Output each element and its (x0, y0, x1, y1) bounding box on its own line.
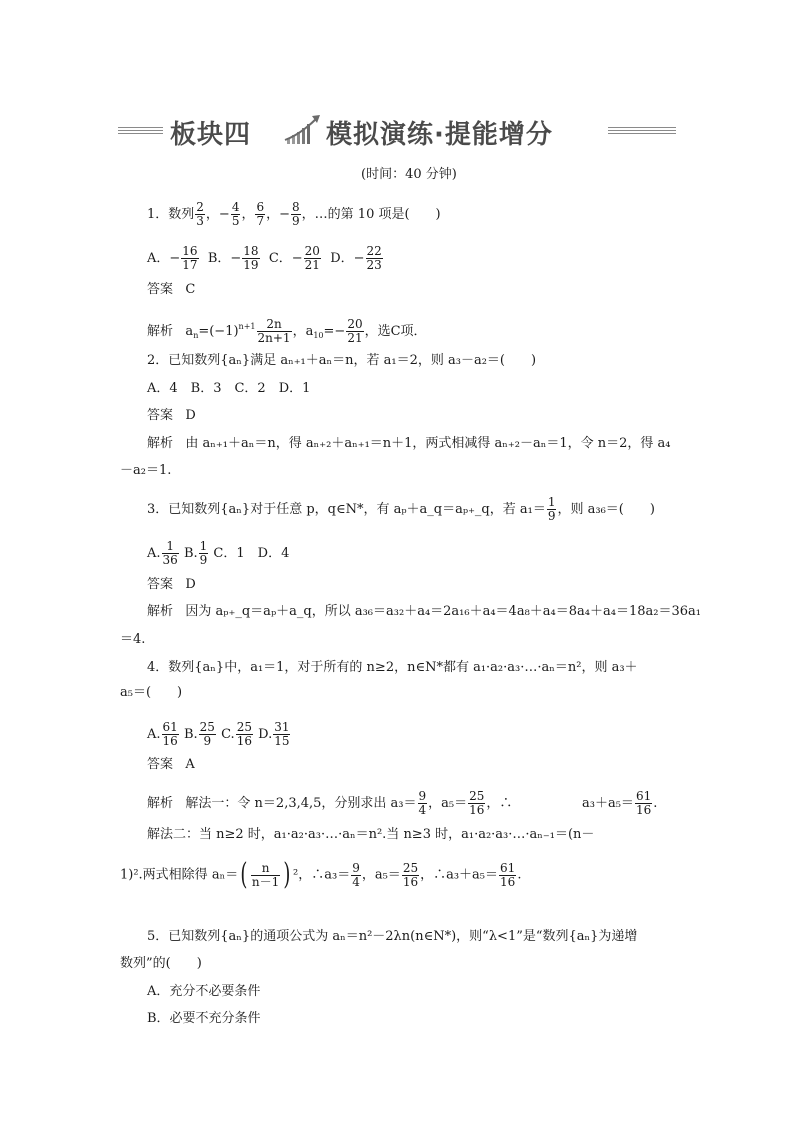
q4-answer: 答案 A (147, 757, 195, 772)
banner-stripes-right (608, 127, 676, 136)
banner-stripes-left (118, 127, 163, 136)
q4-stem-line2: a₅＝( ) (120, 685, 183, 700)
q2-options: A．4 B．3 C．2 D．1 (147, 381, 311, 396)
q3-answer: 答案 D (147, 577, 196, 592)
q4-options: A. $\frac{61}{16}$ B. $\frac{25}{9}$ C. $\frac{25}{16}$ D. $\frac{31}{15}$ (147, 720, 290, 748)
q4-stem-line1: 4．数列{aₙ}中，a₁＝1，对于所有的 n≥2，n∈N*都有 a₁·a₂·a₃·…·aₙ＝n²，则 a₃＋ (147, 660, 638, 675)
q2-stem: 2．已知数列{aₙ}满足 aₙ₊₁＋aₙ＝n，若 a₁＝2，则 a₃－a₂＝( ) (147, 353, 537, 368)
time-note: (时间：40 分钟) (361, 167, 457, 182)
q2-analysis-line1: 解析 由 aₙ₊₁＋aₙ＝n，得 aₙ₊₂＋aₙ₊₁＝n＋1，两式相减得 aₙ₊₂－aₙ＝1，令 n＝2，得 a₄ (147, 436, 671, 451)
rising-bar-chart-icon (283, 112, 323, 146)
q5-option-a: A．充分不必要条件 (147, 984, 261, 999)
q3-analysis-line1: 解析 因为 aₚ₊_q＝aₚ＋a_q，所以 a₃₆＝a₃₂＋a₄＝2a₁₆＋a₄＝4a₈＋a₄＝8a₄＋a₄＝18a₂＝36a₁ (147, 604, 701, 619)
q1-analysis: 解析 $a_n=(-1)^{n+1}$ $\frac{2n}{2n+1}$ ，$a_{10}=-$ $\frac{20}{21}$ ，选C项． (147, 317, 427, 345)
q1-options: A．− $\frac{16}{17}$ B．− $\frac{18}{19}$ C．− $\frac{20}{21}$ D．− $\frac{22}{23}$ (147, 244, 382, 272)
section-banner (118, 112, 676, 152)
q4-analysis-method1-result: a₃＋a₅＝ $\frac{61}{16}$ . (582, 789, 658, 817)
q2-answer: 答案 D (147, 408, 196, 423)
q3-options: A. $\frac{1}{36}$ B. $\frac{1}{9}$ C．1 D．4 (147, 539, 290, 567)
banner-right-title: 模拟演练·提能增分 (326, 120, 553, 150)
q5-stem-line1: 5．已知数列{aₙ}的通项公式为 aₙ＝n²－2λn(n∈N*)，则“λ<1”是“数列{aₙ}为递增 (147, 929, 638, 944)
q5-option-b: B．必要不充分条件 (147, 1011, 261, 1026)
banner-left-title: 板块四 (170, 120, 252, 150)
q3-stem: 3．已知数列{aₙ}对于任意 p，q∈N*，有 aₚ＋a_q＝aₚ₊_q，若 a₁＝ $\frac{1}{9}$ ，则 a₃₆＝( ) (147, 495, 655, 523)
q3-analysis-line2: ＝4. (120, 632, 146, 647)
q2-analysis-line2: －a₂＝1. (120, 463, 172, 478)
q4-analysis-method2-line1: 解法二：当 n≥2 时，a₁·a₂·a₃·…·aₙ＝n².当 n≥3 时，a₁·a₂·a₃·…·aₙ₋₁＝(n－ (147, 827, 595, 842)
q5-stem-line2: 数列”的( ) (120, 956, 202, 971)
q1-stem: 1．数列 $\frac{2}{3}$ ，− $\frac{4}{5}$ ， $\frac{6}{7}$ ，− $\frac{8}{9}$ ，…的第 10 项是( ) (147, 200, 441, 228)
q1-answer: 答案 C (147, 282, 196, 297)
q4-analysis-method1: 解析 解法一：令 n＝2,3,4,5，分别求出 a₃＝ $\frac{9}{4}$ ，a₅＝ $\frac{25}{16}$ ，∴ (147, 789, 513, 817)
q4-analysis-method2-line2: 1)².两式相除得 aₙ＝( $\frac{n}{n-1}$ ) ²，∴a₃＝ $\frac{9}{4}$ ，a₅＝ $\frac{25}{16}$ ，∴a₃＋a₅＝ $\frac{61}{16}$ . (120, 857, 522, 892)
